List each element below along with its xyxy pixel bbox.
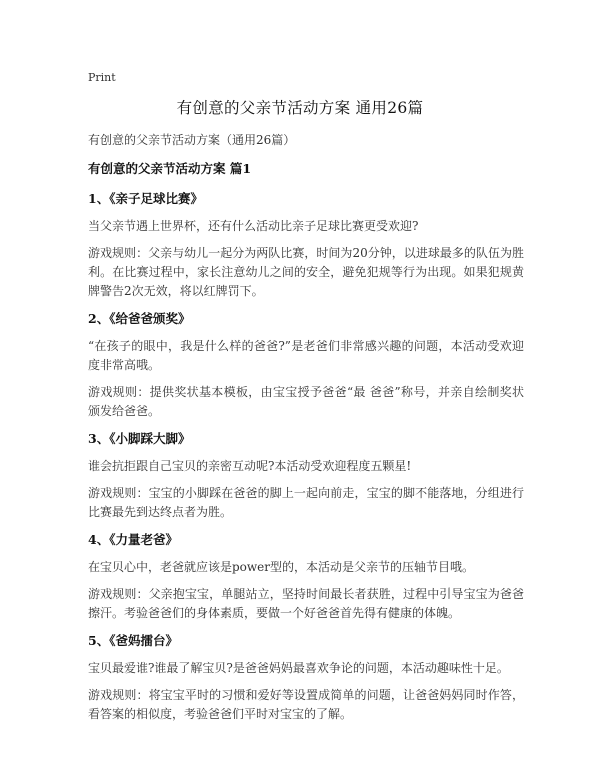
document-body bbox=[88, 130, 524, 732]
section-3 bbox=[88, 429, 524, 522]
section-5 bbox=[88, 631, 524, 724]
section-paragraph: 游戏规则：将宝宝平时的习惯和爱好等设置成简单的问题，让爸爸妈妈同时作答，看答案的相似度，考验爸爸们平时对宝宝的了解。 bbox=[88, 688, 524, 721]
section-heading: 2、《给爸爸颁奖》 bbox=[88, 311, 191, 326]
section-paragraph: “在孩子的眼中，我是什么样的爸爸?”是老爸们非常感兴趣的问题，本活动受欢迎度非常高哦。 bbox=[88, 339, 524, 372]
section-heading: 5、《爸妈擂台》 bbox=[88, 633, 178, 648]
part-title: 有创意的父亲节活动方案 篇1 bbox=[88, 161, 252, 176]
section-paragraph: 谁会抗拒跟自己宝贝的亲密互动呢?本活动受欢迎程度五颗星! bbox=[88, 459, 412, 473]
section-paragraph: 当父亲节遇上世界杯，还有什么活动比亲子足球比赛更受欢迎? bbox=[88, 219, 419, 233]
section-paragraph: 游戏规则：提供奖状基本模板，由宝宝授予爸爸“最 爸爸”称号，并亲自绘制奖状颁发给爸爸。 bbox=[88, 385, 524, 418]
print-link[interactable]: Print bbox=[88, 71, 116, 84]
section-heading: 3、《小脚踩大脚》 bbox=[88, 431, 191, 446]
section-paragraph: 游戏规则：宝宝的小脚踩在爸爸的脚上一起向前走，宝宝的脚不能落地，分组进行比赛最先到达终点者为胜。 bbox=[88, 486, 524, 519]
document-title: 有创意的父亲节活动方案 通用26篇 bbox=[176, 99, 424, 117]
section-paragraph: 在宝贝心中，老爸就应该是power型的，本活动是父亲节的压轴节目哦。 bbox=[88, 560, 475, 574]
section-2 bbox=[88, 309, 524, 421]
section-4 bbox=[88, 530, 524, 623]
document-subtitle: 有创意的父亲节活动方案（通用26篇） bbox=[88, 133, 296, 147]
section-heading: 4、《力量老爸》 bbox=[88, 532, 178, 547]
section-heading: 1、《亲子足球比赛》 bbox=[88, 191, 203, 206]
section-paragraph: 游戏规则：父亲抱宝宝，单腿站立，坚持时间最长者获胜，过程中引导宝宝为爸爸擦汗。考验爸爸们的身体素质，要做一个好爸爸首先得有健康的体魄。 bbox=[88, 587, 524, 620]
section-paragraph: 宝贝最爱谁?谁最了解宝贝?是爸爸妈妈最喜欢争论的问题，本活动趣味性十足。 bbox=[88, 661, 509, 675]
section-paragraph: 游戏规则：父亲与幼儿一起分为两队比赛，时间为20分钟，以进球最多的队伍为胜利。在比赛过程中，家长注意幼儿之间的安全，避免犯规等行为出现。如果犯规黄牌警告2次无效，将以红牌罚下。 bbox=[88, 246, 524, 298]
section-1 bbox=[88, 189, 524, 301]
